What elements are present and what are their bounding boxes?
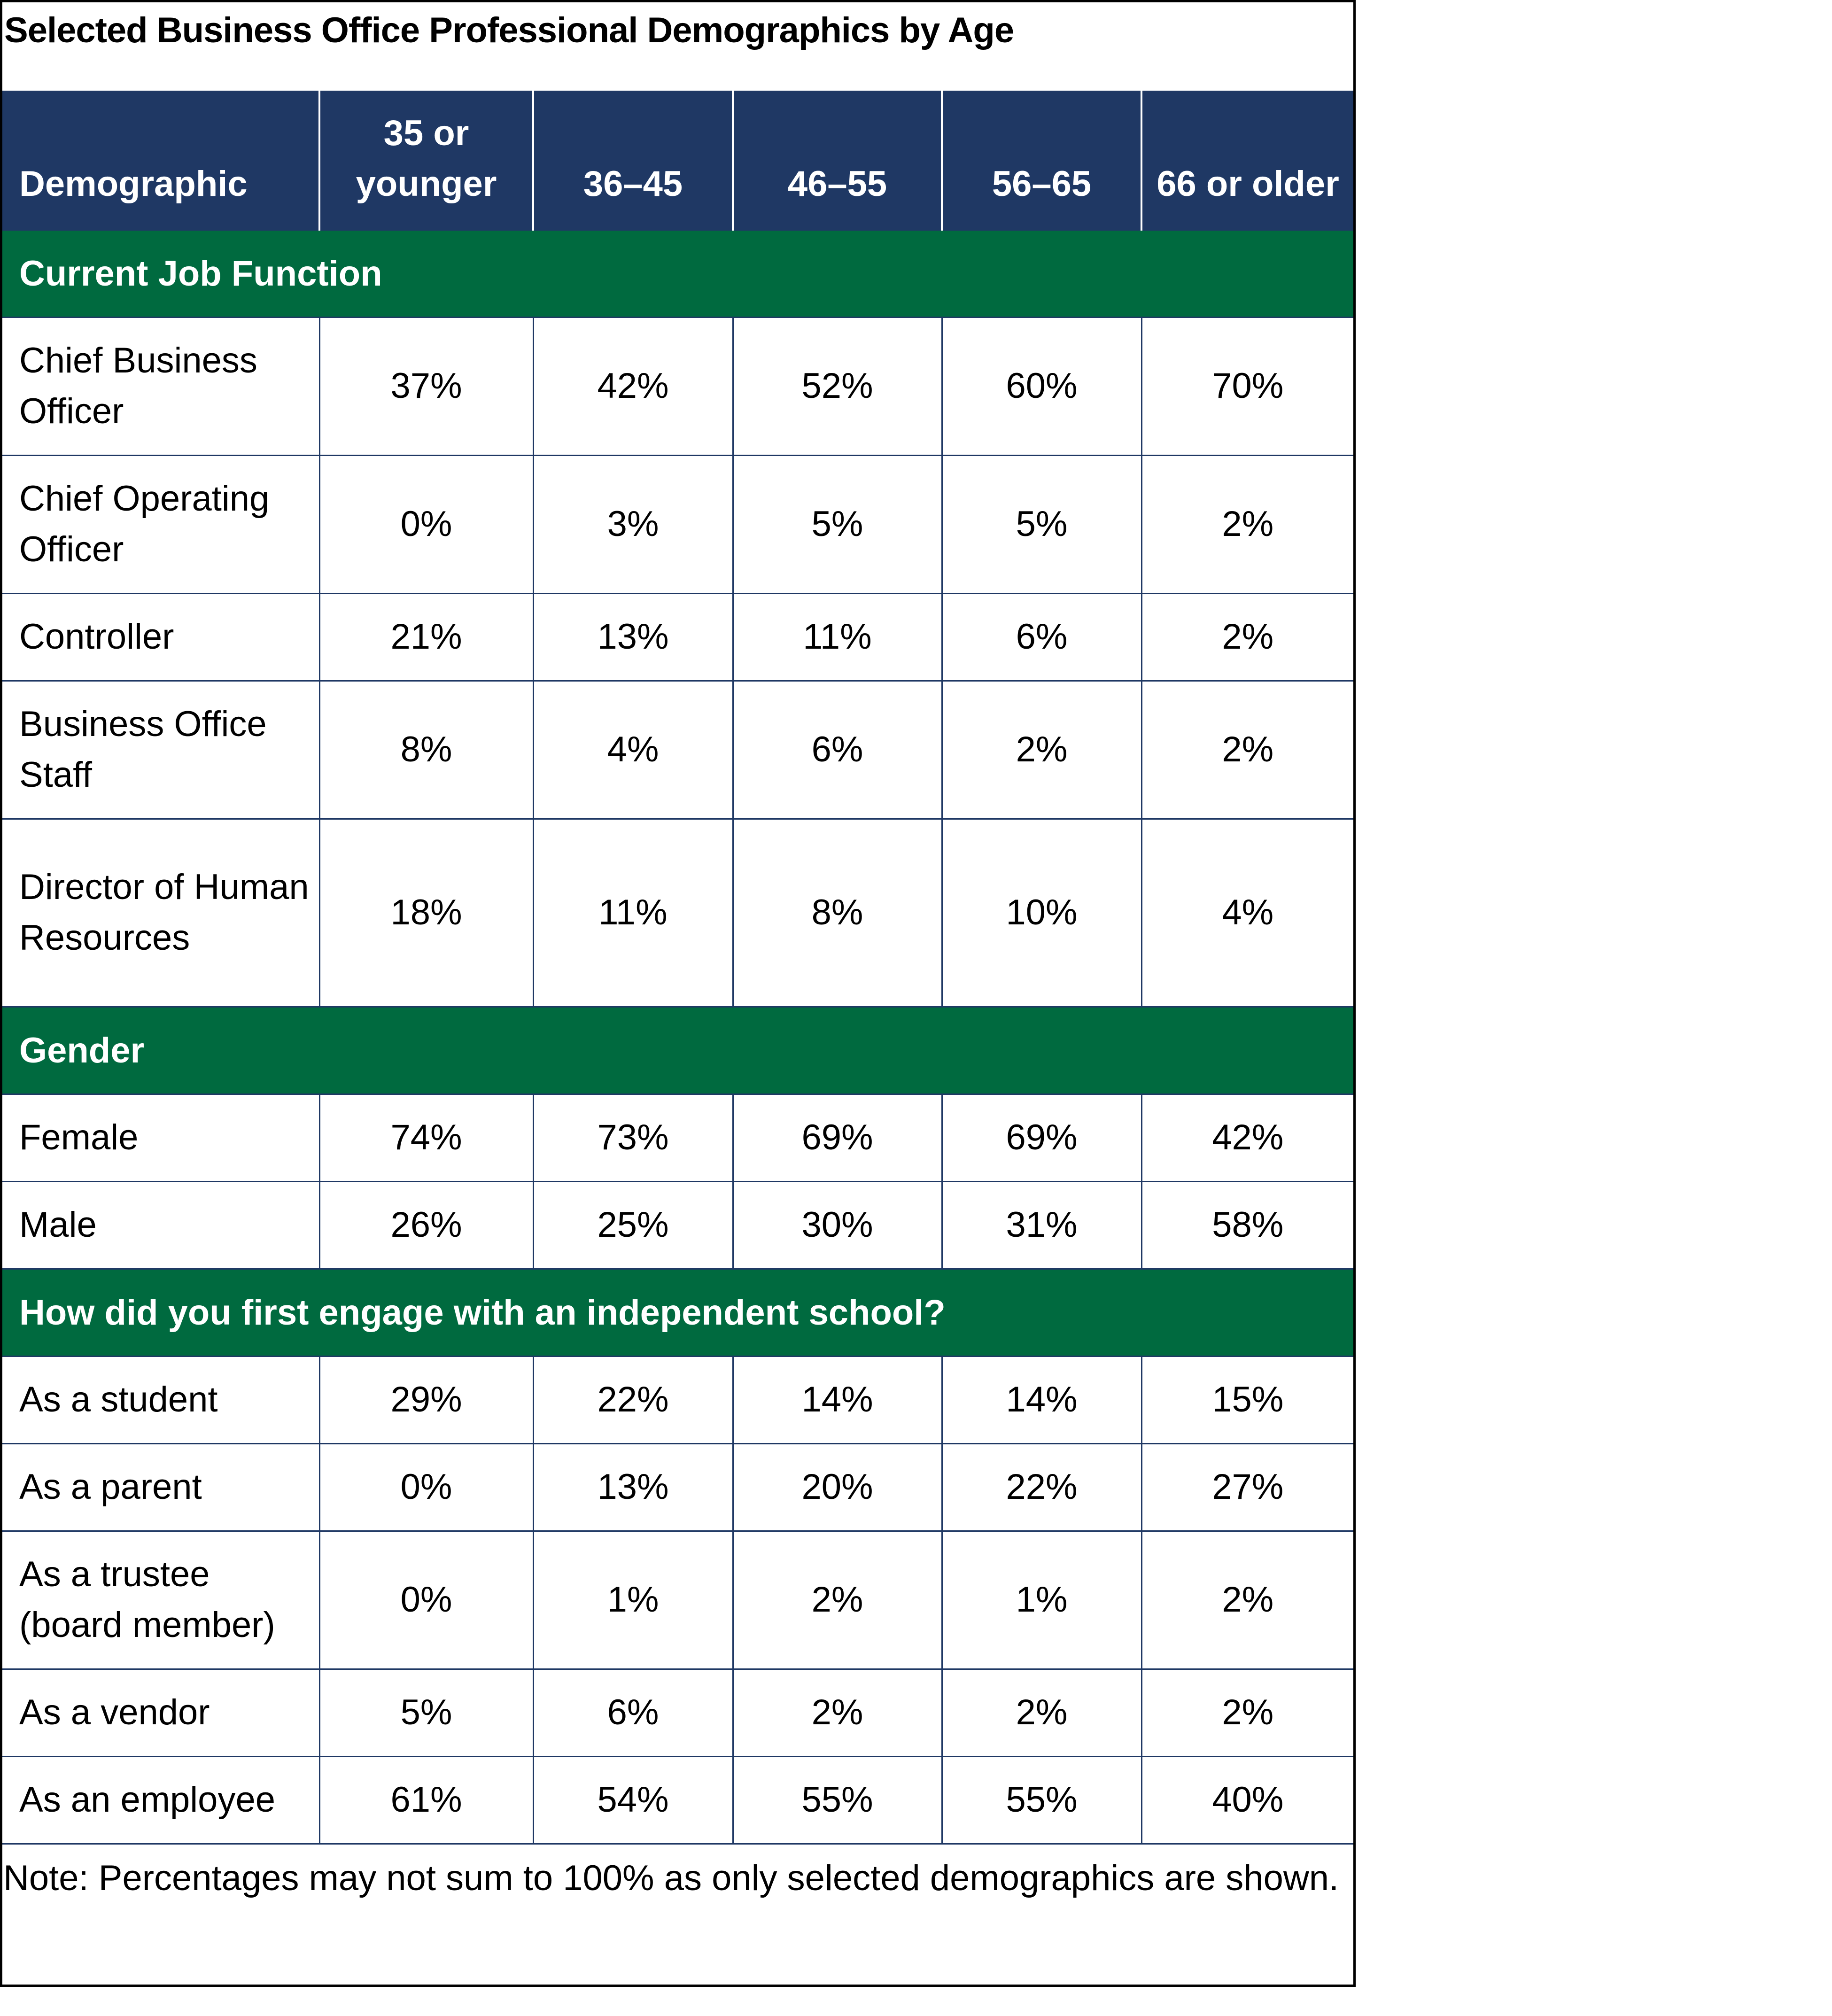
data-cell: 5% [733,455,942,593]
table-row [2,681,1353,819]
data-cell: 69% [733,1094,942,1181]
data-cell: 27% [1141,1443,1353,1531]
data-cell: 60% [942,317,1141,455]
demographics-table [2,91,1353,1845]
data-cell: 26% [319,1181,533,1269]
data-cell: 74% [319,1094,533,1181]
data-cell: 42% [533,317,733,455]
section-row [2,1007,1353,1094]
data-cell: 4% [1141,819,1353,1007]
table-body [2,230,1353,1844]
data-cell: 15% [1141,1356,1353,1443]
data-cell: 18% [319,819,533,1007]
row-label: As a trustee (board member) [2,1531,319,1669]
column-header-46-55: 46–55 [733,91,942,230]
row-label: As an employee [2,1756,319,1844]
row-label: As a vendor [2,1669,319,1756]
data-cell: 29% [319,1356,533,1443]
data-cell: 37% [319,317,533,455]
column-header-66-or-older: 66 or older [1141,91,1353,230]
column-header-35-or-younger: 35 or younger [319,91,533,230]
table-row [2,1756,1353,1844]
row-label: Male [2,1181,319,1269]
data-cell: 8% [319,681,533,819]
data-cell: 8% [733,819,942,1007]
table-row [2,1094,1353,1181]
data-cell: 61% [319,1756,533,1844]
data-cell: 2% [1141,455,1353,593]
data-cell: 3% [533,455,733,593]
row-label: Controller [2,593,319,681]
data-cell: 2% [1141,593,1353,681]
data-cell: 20% [733,1443,942,1531]
data-cell: 40% [1141,1756,1353,1844]
data-cell: 2% [1141,1531,1353,1669]
data-cell: 2% [1141,681,1353,819]
data-cell: 2% [733,1531,942,1669]
row-label: Director of Human Resources [2,819,319,1007]
section-header: Current Job Function [2,230,1353,317]
table-row [2,819,1353,1007]
data-cell: 22% [942,1443,1141,1531]
data-cell: 13% [533,1443,733,1531]
data-cell: 13% [533,593,733,681]
data-cell: 11% [533,819,733,1007]
row-label: Female [2,1094,319,1181]
section-header: Gender [2,1007,1353,1094]
data-cell: 2% [942,1669,1141,1756]
row-label: As a parent [2,1443,319,1531]
table-row [2,1669,1353,1756]
table-row [2,455,1353,593]
row-label: Business Office Staff [2,681,319,819]
data-cell: 52% [733,317,942,455]
column-header-36-45: 36–45 [533,91,733,230]
data-cell: 2% [1141,1669,1353,1756]
column-header-56-65: 56–65 [942,91,1141,230]
data-cell: 70% [1141,317,1353,455]
table-row [2,1356,1353,1443]
data-cell: 58% [1141,1181,1353,1269]
data-cell: 2% [942,681,1141,819]
data-cell: 55% [942,1756,1141,1844]
data-cell: 73% [533,1094,733,1181]
data-cell: 22% [533,1356,733,1443]
data-cell: 0% [319,455,533,593]
data-cell: 21% [319,593,533,681]
data-cell: 69% [942,1094,1141,1181]
table-title: Selected Business Office Professional Demographics by Age [4,10,1014,50]
data-cell: 5% [319,1669,533,1756]
row-label: Chief Business Officer [2,317,319,455]
data-cell: 5% [942,455,1141,593]
data-cell: 1% [942,1531,1141,1669]
data-cell: 1% [533,1531,733,1669]
data-cell: 25% [533,1181,733,1269]
table-note: Note: Percentages may not sum to 100% as only selected demographics are shown. [3,1858,1339,1898]
data-cell: 4% [533,681,733,819]
header-row [2,91,1353,230]
table-row [2,1443,1353,1531]
table-row [2,593,1353,681]
data-cell: 14% [733,1356,942,1443]
table-row [2,1181,1353,1269]
data-cell: 11% [733,593,942,681]
section-row [2,1269,1353,1356]
table-row [2,1531,1353,1669]
section-row [2,230,1353,317]
data-cell: 31% [942,1181,1141,1269]
section-header: How did you first engage with an independent school? [2,1269,1353,1356]
data-cell: 42% [1141,1094,1353,1181]
data-cell: 0% [319,1443,533,1531]
table-row [2,317,1353,455]
data-cell: 6% [733,681,942,819]
column-header-demographic: Demographic [2,91,319,230]
data-cell: 6% [533,1669,733,1756]
data-cell: 55% [733,1756,942,1844]
data-cell: 2% [733,1669,942,1756]
data-cell: 10% [942,819,1141,1007]
row-label: As a student [2,1356,319,1443]
data-cell: 30% [733,1181,942,1269]
data-cell: 6% [942,593,1141,681]
row-label: Chief Operating Officer [2,455,319,593]
data-cell: 0% [319,1531,533,1669]
data-cell: 54% [533,1756,733,1844]
data-cell: 14% [942,1356,1141,1443]
